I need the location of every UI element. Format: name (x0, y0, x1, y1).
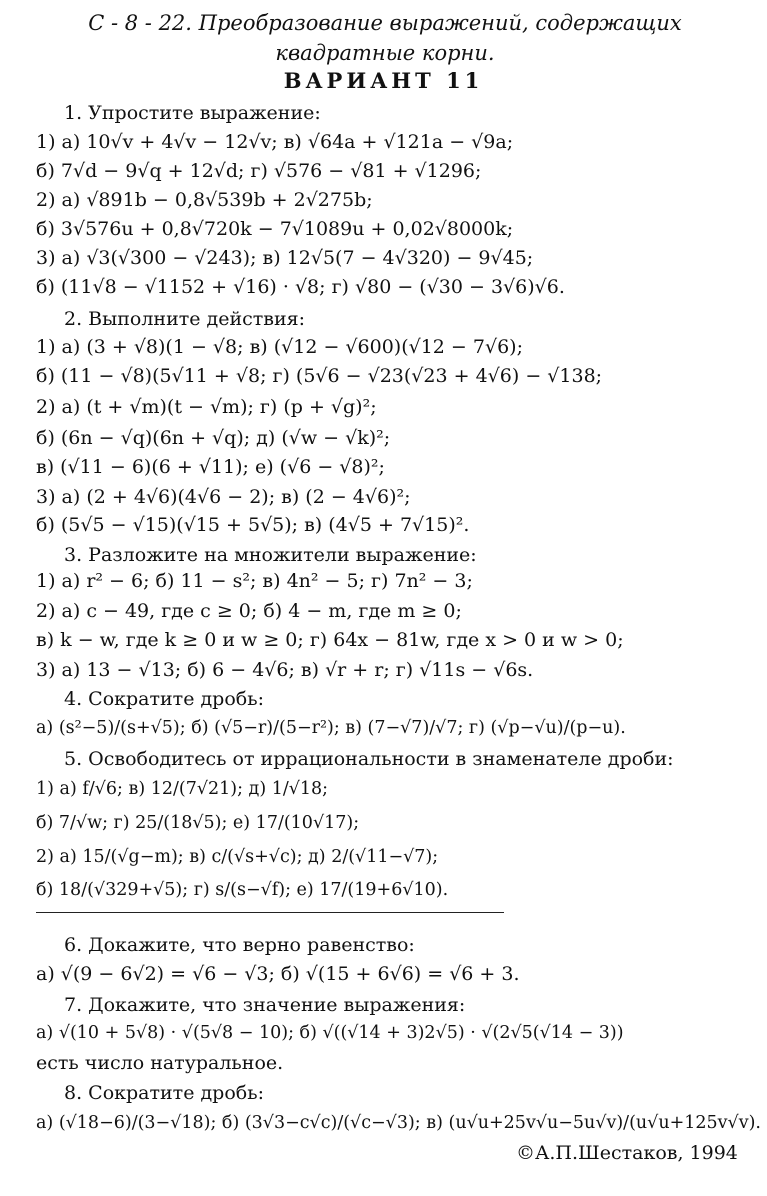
task-6-heading: 6. Докажите, что верно равенство: (64, 934, 415, 956)
exercise-line: а) (s²−5)/(s+√5); б) (√5−r)/(5−r²); в) (7−√7)/√7; г) (√p−√u)/(p−u). (36, 718, 626, 738)
variant-heading: ВАРИАНТ 11 (283, 68, 484, 93)
exercise-line: а) (√18−6)/(3−√18); б) (3√3−c√c)/(√c−√3); в) (u√u+25v√u−5u√v)/(u√u+125v√v). (36, 1113, 761, 1133)
exercise-line: а) √(9 − 6√2) = √6 − √3; б) √(15 + 6√6) = √6 + 3. (36, 963, 520, 985)
exercise-line: 3) а) 13 − √13; б) 6 − 4√6; в) √r + r; г) √11s − √6s. (36, 659, 534, 681)
exercise-line: 2) а) (t + √m)(t − √m); г) (p + √g)²; (36, 396, 377, 418)
exercise-line: 3) а) √3(√300 − √243); в) 12√5(7 − 4√320) − 9√45; (36, 247, 534, 269)
task-1-heading: 1. Упростите выражение: (64, 102, 321, 124)
exercise-line: б) 3√576u + 0,8√720k − 7√1089u + 0,02√8000k; (36, 218, 514, 240)
exercise-line: б) 18/(√329+√5); г) s/(s−√f); е) 17/(19+6√10). (36, 880, 449, 900)
task-5-heading: 5. Освободитесь от иррациональности в знаменателе дроби: (64, 748, 674, 770)
section-divider (36, 912, 504, 913)
task-7-heading: 7. Докажите, что значение выражения: (64, 994, 466, 1016)
exercise-line: 2) а) √891b − 0,8√539b + 2√275b; (36, 189, 373, 211)
exercise-line: в) (√11 − 6)(6 + √11); е) (√6 − √8)²; (36, 456, 385, 478)
title-line-2: квадратные корни. (275, 41, 495, 65)
exercise-line: а) √(10 + 5√8) · √(5√8 − 10); б) √((√14 + 3)2√5) · √(2√5(√14 − 3)) (36, 1023, 624, 1043)
exercise-line: 2) а) 15/(√g−m); в) c/(√s+√c); д) 2/(√11−√7); (36, 847, 439, 867)
exercise-line: б) (5√5 − √15)(√15 + 5√5); в) (4√5 + 7√15)². (36, 514, 470, 536)
task-2-heading: 2. Выполните действия: (64, 308, 306, 330)
exercise-line: в) k − w, где k ≥ 0 и w ≥ 0; г) 64x − 81w, где x > 0 и w > 0; (36, 629, 624, 651)
task-3-heading: 3. Разложите на множители выражение: (64, 544, 477, 566)
exercise-line: 1) а) f/√6; в) 12/(7√21); д) 1/√18; (36, 779, 329, 799)
exercise-line: 3) а) (2 + 4√6)(4√6 − 2); в) (2 − 4√6)²; (36, 486, 411, 508)
exercise-line: б) (6n − √q)(6n + √q); д) (√w − √k)²; (36, 427, 391, 449)
title-line-1: С - 8 - 22. Преобразование выражений, содержащих (88, 11, 682, 35)
exercise-line: 1) а) 10√v + 4√v − 12√v; в) √64a + √121a − √9a; (36, 131, 514, 153)
task-8-heading: 8. Сократите дробь: (64, 1082, 264, 1104)
copyright: ©А.П.Шестаков, 1994 (516, 1142, 738, 1164)
task-4-heading: 4. Сократите дробь: (64, 688, 264, 710)
exercise-line: 1) а) r² − 6; б) 11 − s²; в) 4n² − 5; г) 7n² − 3; (36, 570, 473, 592)
exercise-line: 1) а) (3 + √8)(1 − √8; в) (√12 − √600)(√12 − 7√6); (36, 336, 523, 358)
exercise-line: б) (11 − √8)(5√11 + √8; г) (5√6 − √23(√23 + 4√6) − √138; (36, 365, 603, 387)
exercise-line: есть число натуральное. (36, 1052, 284, 1074)
exercise-line: 2) а) c − 49, где c ≥ 0; б) 4 − m, где m ≥ 0; (36, 600, 462, 622)
exercise-line: б) 7√d − 9√q + 12√d; г) √576 − √81 + √1296; (36, 160, 482, 182)
exercise-line: б) (11√8 − √1152 + √16) · √8; г) √80 − (√30 − 3√6)√6. (36, 276, 565, 298)
exercise-line: б) 7/√w; г) 25/(18√5); е) 17/(10√17); (36, 813, 360, 833)
